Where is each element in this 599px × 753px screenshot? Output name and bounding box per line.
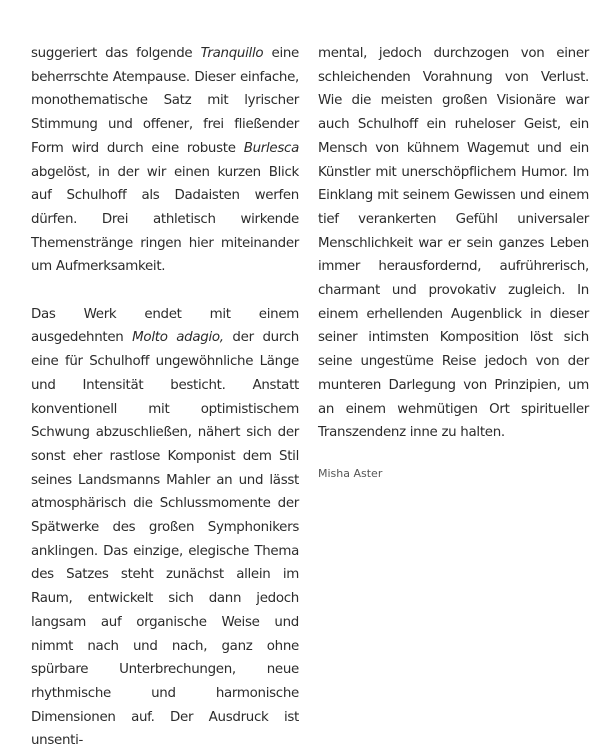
text-segment: Das Werk endet mit einem ausgedehnten [31, 306, 299, 346]
italic-term-tranquillo: Tranquillo [200, 46, 264, 61]
italic-term-molto-adagio: Molto adagio, [132, 330, 224, 346]
text-segment: der durch eine für Schulhoff ungewöhnliche Länge und Intensität besticht. Anstatt konventionell mit optimistischem Schwung abzuschließen, nähert sich der sonst eher rastlose Komponist dem Stil seines Landsmanns Mahler an und lässt atmosphärisch die Schlussmomente der Spätwerke des großen Symphonikers anklingen. Das einzige, elegische Thema des Satzes steht zunächst allein im Raum, entwickelt sich dann jedoch langsam auf organische Weise und nimmt nach und nach, ganz ohne spürbare Unterbrechungen, neue rhythmische und harmonische Dimensionen auf. Der Ausdruck ist unsenti- [31, 330, 299, 749]
paragraph-continuation: mental, jedoch durchzogen von einer schleichenden Vorahnung von Verlust. Wie die meisten großen Visionäre war auch Schulhoff ein ruheloser Geist, ein Mensch von kühnem Wagemut und ein Künstler mit unerschöpflichem Humor. Im Einklang mit seinem Gewissen und einem tief verankerten Gefühl universaler Menschlichkeit war er sein ganzes Leben immer herausfordernd, aufrührerisch, charmant und provokativ zugleich. In einem erhellenden Augenblick in dieser seiner intimsten Komposition löst sich seine ungestüme Reise jedoch von der munteren Darlegung von Prinzipien, um an einem wehmütigen Ort spiritueller Transzendenz inne zu halten. [318, 46, 589, 441]
right-column [318, 42, 589, 481]
text-segment: abgelöst, in der wir einen kurzen Blick auf Schulhoff als Dadaisten werfen dürfen. Drei athletisch wirkende Themenstränge ringen hier miteinander um Aufmerksamkeit. [31, 164, 299, 275]
left-column [31, 42, 299, 753]
text-segment: suggeriert das folgende [31, 46, 201, 61]
text-segment: eine beherrschte Atempause. Dieser einfache, monothematische Satz mit lyrischer Stimmung und offener, frei fließender Form wird durch eine robuste [31, 46, 299, 156]
paragraph-tranquillo [31, 42, 299, 279]
author-signature: Misha Aster [318, 466, 383, 480]
italic-term-burlesca: Burlesca [243, 140, 299, 156]
paragraph-molto-adagio [31, 303, 299, 753]
